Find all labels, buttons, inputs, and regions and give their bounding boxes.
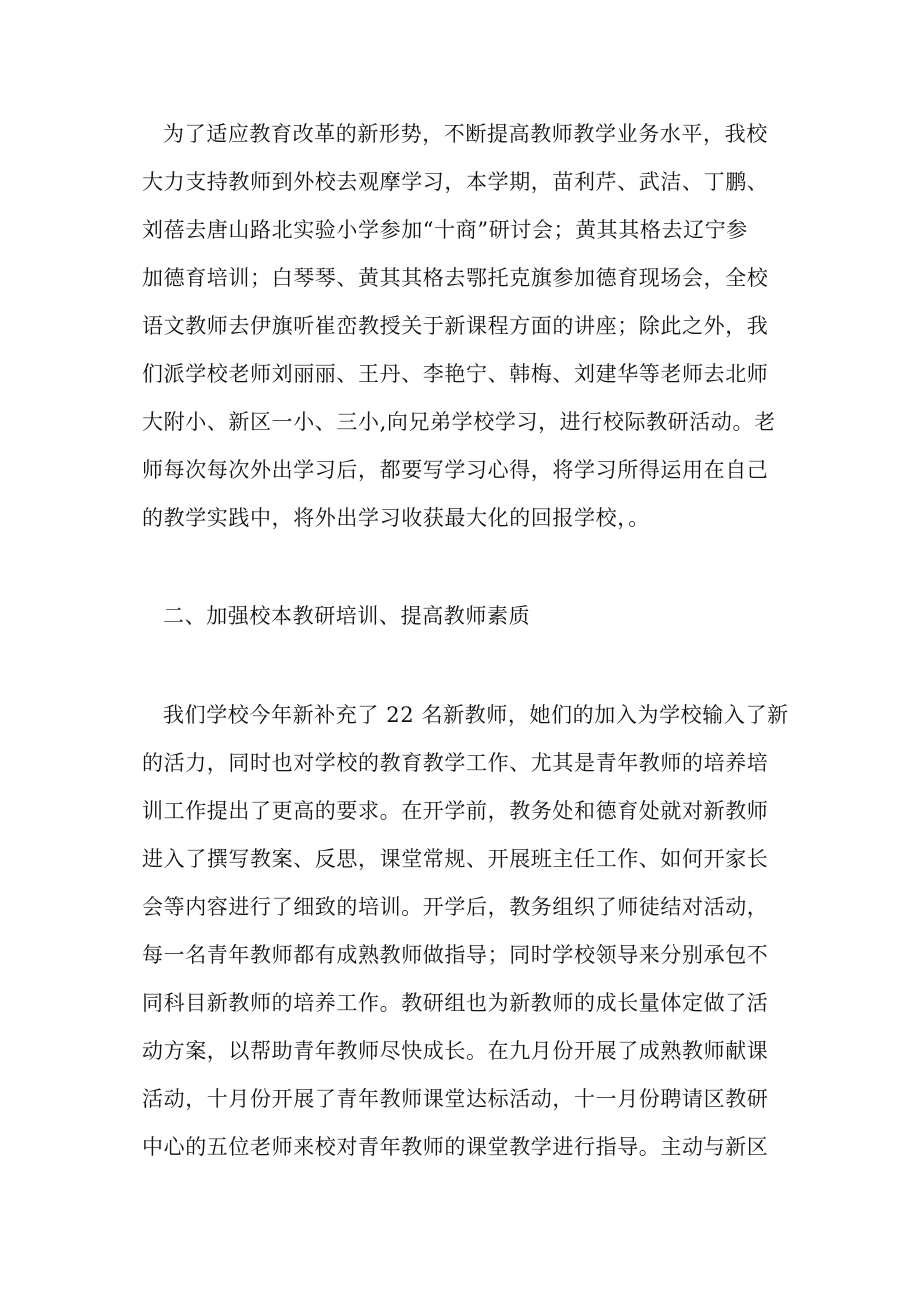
paragraph-1-line-3: 刘蓓去唐山路北实验小学参加“十商”研讨会；黄其其格去辽宁参 (142, 218, 748, 242)
paragraph-1-line-7: 大附小、新区一小、三小,向兄弟学校学习，进行校际教研活动。老 (142, 410, 776, 434)
paragraph-2-line-2: 的活力，同时也对学校的教育教学工作、尤其是青年教师的培养培 (142, 751, 769, 775)
paragraph-2-line-6: 每一名青年教师都有成熟教师做指导；同时学校领导来分别承包不 (142, 943, 769, 967)
paragraph-1-line-9: 的教学实践中，将外出学习收获最大化的回报学校，。 (142, 506, 650, 530)
paragraph-1-line-1: 为了适应教育改革的新形势，不断提高教师教学业务水平，我校 (163, 122, 768, 146)
paragraph-2-line-9: 活动，十月份开展了青年教师课堂达标活动，十一月份聘请区教研 (142, 1087, 769, 1111)
paragraph-2-line-3: 训工作提出了更高的要求。在开学前，教务处和德育处就对新教师 (142, 799, 769, 823)
paragraph-1-line-5: 语文教师去伊旗听崔峦教授关于新课程方面的讲座；除此之外，我 (142, 314, 769, 338)
paragraph-1-line-8: 师每次每次外出学习后，都要写学习心得，将学习所得运用在自己 (142, 458, 769, 482)
paragraph-1-line-4: 加德育培训；白琴琴、黄其其格去鄂托克旗参加德育现场会，全校 (142, 266, 769, 290)
paragraph-2-line-1: 我们学校今年新补充了 22 名新教师，她们的加入为学校输入了新 (163, 703, 789, 727)
paragraph-2-line-7: 同科目新教师的培养工作。教研组也为新教师的成长量体定做了活 (142, 991, 769, 1015)
paragraph-1-line-2: 大力支持教师到外校去观摩学习，本学期，苗利芹、武洁、丁鹏、 (142, 170, 769, 194)
paragraph-2-line-10: 中心的五位老师来校对青年教师的课堂教学进行指导。主动与新区 (142, 1135, 769, 1159)
paragraph-2-line-4: 进入了撰写教案、反思，课堂常规、开展班主任工作、如何开家长 (142, 847, 769, 871)
section-heading: 二、加强校本教研培训、提高教师素质 (163, 604, 531, 628)
paragraph-1-line-6: 们派学校老师刘丽丽、王丹、李艳宁、韩梅、刘建华等老师去北师 (142, 362, 769, 386)
paragraph-2-line-5: 会等内容进行了细致的培训。开学后，教务组织了师徒结对活动， (142, 895, 769, 919)
paragraph-2-line-8: 动方案，以帮助青年教师尽快成长。在九月份开展了成熟教师献课 (142, 1039, 769, 1063)
